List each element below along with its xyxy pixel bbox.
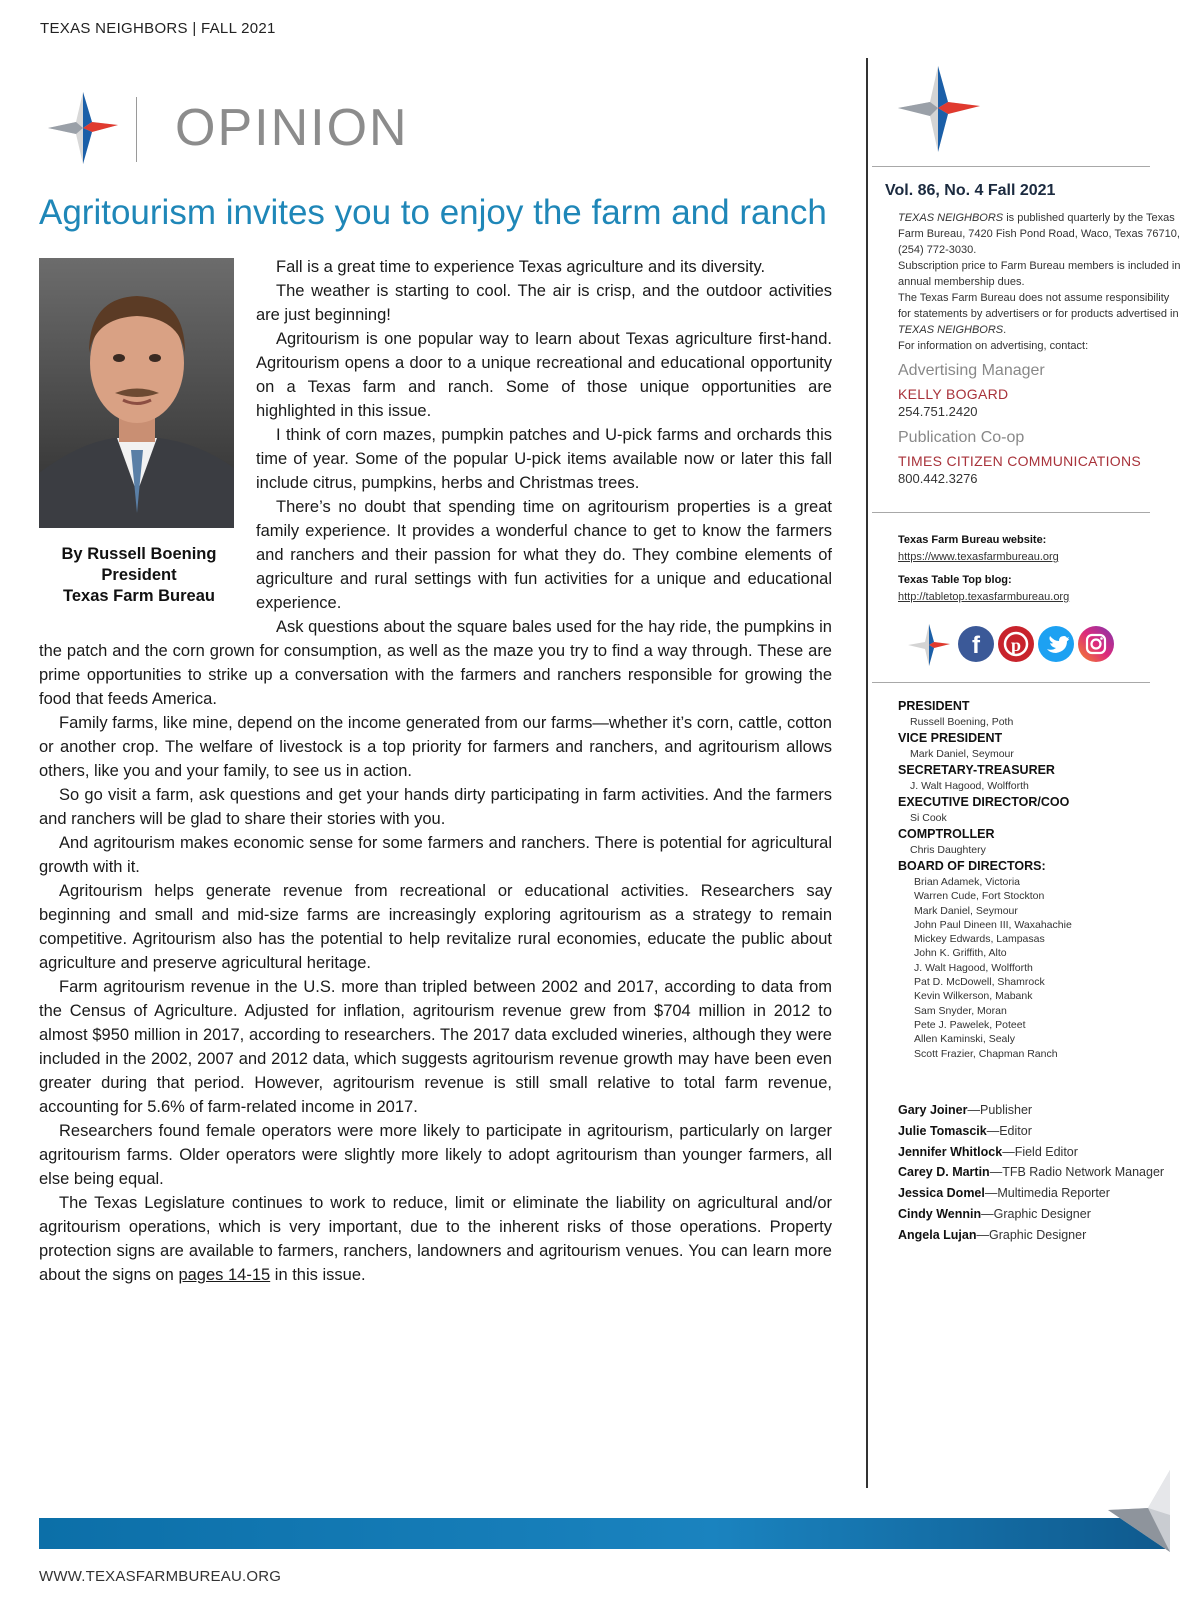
staff-role: —Publisher xyxy=(967,1103,1033,1117)
staff-row xyxy=(898,1183,1198,1204)
officer-name: J. Walt Hagood, Wolfforth xyxy=(910,780,1029,792)
sidebar-rule xyxy=(872,512,1150,513)
publication-info xyxy=(898,210,1183,354)
board-title: BOARD OF DIRECTORS: xyxy=(898,859,1046,873)
volume-info: Vol. 86, No. 4 Fall 2021 xyxy=(885,182,1056,199)
tfb-star-logo-icon xyxy=(898,66,980,152)
board-member: Pete J. Pawelek, Poteet xyxy=(914,1018,1026,1031)
ad-manager-name: KELLY BOGARD xyxy=(898,386,1009,402)
article-paragraph-last xyxy=(39,1191,832,1287)
coop-name: TIMES CITIZEN COMMUNICATIONS xyxy=(898,453,1142,469)
article-paragraph: There’s no doubt that spending time on agritourism properties is a great family experience. It provides a wonderful chance to get to know the farmers and ranchers and their passion for what they do. They combine elements of agriculture and rural settings with fun activities for a unique and educational experience. xyxy=(256,498,832,612)
article-paragraph: Agritourism helps generate revenue from recreational or educational activities. Researchers say beginning and small and mid-size farms are increasingly exploring agritourism as a strategy to remain competitive. Agritourism also has the potential to help revitalize rural economies, educate the public about agriculture and preserve agricultural heritage. xyxy=(39,882,832,972)
staff-role: —Field Editor xyxy=(1002,1144,1078,1159)
disclaimer-end: . xyxy=(1003,324,1007,336)
board-member: John K. Griffith, Alto xyxy=(914,947,1007,960)
article-paragraph: Fall is a great time to experience Texas agriculture and its diversity. xyxy=(276,258,766,276)
running-head: TEXAS NEIGHBORS | FALL 2021 xyxy=(40,20,276,37)
disclaimer-pub: TEXAS NEIGHBORS xyxy=(898,324,1004,336)
board-member: John Paul Dineen III, Waxahachie xyxy=(914,918,1072,931)
subscription-text: Subscription price to Farm Bureau members is included in annual membership dues. xyxy=(898,260,1181,288)
board-member: Brian Adamek, Victoria xyxy=(914,876,1021,888)
article-paragraph: I think of corn mazes, pumpkin patches and U-pick farms and orchards this time of year. Some of the popular U-pick items available now or later this fall include citrus, pumpkins, herbs and Christmas trees. xyxy=(256,426,832,492)
staff-role: —Graphic Designer xyxy=(981,1206,1091,1221)
svg-text:f: f xyxy=(972,632,980,659)
article-paragraph: Farm agritourism revenue in the U.S. more than tripled between 2002 and 2017, according to data from the Census of Agriculture. Adjusted for inflation, agritourism revenue grew from $704 million in 2012 to almost $950 million in 2017, according to researchers. The 2017 data excluded wineries, although they were included in the 2002, 2007 and 2012 data, which suggests agritourism revenue growth may have been even greater during that period. However, agritourism revenue is still small relative to total farm revenue, accounting for 5.6% of farm-related income in 2017. xyxy=(39,978,832,1116)
officer-title: COMPTROLLER xyxy=(898,827,995,841)
staff-row xyxy=(898,1204,1198,1225)
article-paragraph: So go visit a farm, ask questions and get your hands dirty participating in farm activities. And the farmers and ranchers will be glad to share their stories with you. xyxy=(39,786,832,828)
staff-list xyxy=(898,1100,1198,1246)
author-name: By Russell Boening xyxy=(61,545,217,563)
column-divider xyxy=(866,58,868,1488)
pub-text: is published quarterly by the Texas Farm Bureau, 7420 Fish Pond Road, Waco, Texas 76710, (254) 772-3030. xyxy=(898,212,1180,256)
staff-row xyxy=(898,1142,1198,1163)
staff-row xyxy=(898,1162,1198,1183)
author-title: President xyxy=(101,566,177,584)
section-title: OPINION xyxy=(175,99,409,157)
last-paragraph-tail: in this issue. xyxy=(270,1266,366,1284)
board-member: Mickey Edwards, Lampasas xyxy=(914,933,1045,946)
officer-title: SECRETARY-TREASURER xyxy=(898,763,1055,777)
article-paragraph: Ask questions about the square bales used for the hay ride, the pumpkins in the patch and the corn grown for consumption, as well as the maze you try to find a way through. These are prime opportunities to strike up a conversation with the farmers and ranchers responsible for growing the food that feeds America. xyxy=(39,618,832,708)
footer-url[interactable]: WWW.TEXASFARMBUREAU.ORG xyxy=(39,1568,282,1585)
staff-role: —TFB Radio Network Manager xyxy=(989,1165,1165,1180)
officer-title: PRESIDENT xyxy=(898,699,970,713)
staff-name: Carey D. Martin xyxy=(898,1165,990,1180)
pub-name: TEXAS NEIGHBORS xyxy=(898,212,1004,224)
article-headline: Agritourism invites you to enjoy the farm and ranch xyxy=(39,193,827,232)
board-member: Allen Kaminski, Sealy xyxy=(914,1033,1015,1046)
board-member: Scott Frazier, Chapman Ranch xyxy=(914,1047,1058,1060)
officer-title: EXECUTIVE DIRECTOR/COO xyxy=(898,795,1070,809)
officers-list xyxy=(898,698,1188,1061)
instagram-icon[interactable] xyxy=(1078,626,1114,662)
website-label: Texas Farm Bureau website: xyxy=(898,534,1047,546)
article-body xyxy=(39,255,832,1287)
staff-name: Julie Tomascik xyxy=(898,1123,987,1138)
sidebar-rule xyxy=(872,166,1150,167)
officer-name: Chris Daughtery xyxy=(910,844,986,856)
article-paragraph: And agritourism makes economic sense for some farmers and ranchers. There is potential for agricultural growth with it. xyxy=(39,834,832,876)
sidebar-rule xyxy=(872,682,1150,683)
staff-name: Angela Lujan xyxy=(898,1227,977,1242)
last-paragraph-text: The Texas Legislature continues to work to reduce, limit or eliminate the liability on agricultural and/or agritourism operations, which is very important, due to the inherent risks of those operations. Property protection signs are available to farmers, ranchers, landowners and agritourism venues. You can learn more about the signs on xyxy=(39,1194,832,1284)
ad-manager-label: Advertising Manager xyxy=(898,362,1045,379)
coop-phone: 800.442.3276 xyxy=(898,471,978,486)
officer-title: VICE PRESIDENT xyxy=(898,731,1003,745)
social-icons xyxy=(906,622,1176,668)
article-paragraph: The weather is starting to cool. The air is crisp, and the outdoor activities are just beginning! xyxy=(256,282,832,324)
officer-name: Russell Boening, Poth xyxy=(910,716,1014,728)
tfb-star-logo-icon xyxy=(48,92,118,164)
pinterest-icon[interactable] xyxy=(998,626,1034,662)
section-divider xyxy=(136,97,137,162)
facebook-icon[interactable] xyxy=(958,626,994,662)
pages-link[interactable]: pages 14-15 xyxy=(178,1266,271,1284)
disclaimer-text: The Texas Farm Bureau does not assume responsibility for statements by advertisers or for products advertised in xyxy=(898,292,1179,320)
staff-name: Gary Joiner xyxy=(898,1103,968,1117)
blog-label: Texas Table Top blog: xyxy=(898,574,1012,586)
article-paragraph: Researchers found female operators were more likely to participate in agritourism, particularly on larger agritourism farms. Older operators were slightly more likely to adopt agritourism than younger farmers, all else being equal. xyxy=(39,1122,832,1188)
staff-role: —Graphic Designer xyxy=(976,1227,1087,1242)
article-paragraph: Agritourism is one popular way to learn about Texas agriculture first-hand. Agritourism opens a door to a unique recreational and educational opportunity on a Texas farm and ranch. Some of those unique opportunities are highlighted in this issue. xyxy=(256,330,832,420)
board-member: Warren Cude, Fort Stockton xyxy=(914,890,1045,903)
staff-name: Cindy Wennin xyxy=(898,1206,982,1221)
board-member: J. Walt Hagood, Wolfforth xyxy=(914,961,1033,974)
staff-role: —Editor xyxy=(986,1123,1032,1138)
board-member: Mark Daniel, Seymour xyxy=(914,904,1018,917)
officer-name: Si Cook xyxy=(910,812,947,824)
advertising-info: For information on advertising, contact: xyxy=(898,340,1089,352)
footer-star-icon xyxy=(1108,1470,1170,1552)
board-member: Kevin Wilkerson, Mabank xyxy=(914,990,1033,1003)
article-paragraph: Family farms, like mine, depend on the income generated from our farms—whether it’s corn, cattle, cotton or another crop. The welfare of livestock is a top priority for farmers and ranchers, and agritourism allows others, like you and your family, to see us in action. xyxy=(39,714,832,780)
author-org: Texas Farm Bureau xyxy=(63,587,215,605)
coop-label: Publication Co-op xyxy=(898,429,1025,446)
staff-row xyxy=(898,1225,1198,1246)
board-member: Sam Snyder, Moran xyxy=(914,1004,1007,1017)
staff-row xyxy=(898,1121,1198,1142)
officer-name: Mark Daniel, Seymour xyxy=(910,748,1014,760)
blog-link[interactable]: http://tabletop.texasfarmbureau.org xyxy=(898,591,1070,603)
board-member: Pat D. McDowell, Shamrock xyxy=(914,976,1045,989)
svg-text:p: p xyxy=(1010,635,1022,655)
tfb-star-small-icon xyxy=(906,622,952,668)
website-link[interactable]: https://www.texasfarmbureau.org xyxy=(898,551,1059,563)
ad-manager-phone: 254.751.2420 xyxy=(898,404,978,419)
twitter-icon[interactable] xyxy=(1038,626,1074,662)
staff-row xyxy=(898,1100,1198,1121)
footer-bar xyxy=(39,1518,1165,1549)
staff-name: Jennifer Whitlock xyxy=(898,1144,1003,1159)
staff-role: —Multimedia Reporter xyxy=(984,1186,1110,1201)
staff-name: Jessica Domel xyxy=(898,1186,985,1201)
